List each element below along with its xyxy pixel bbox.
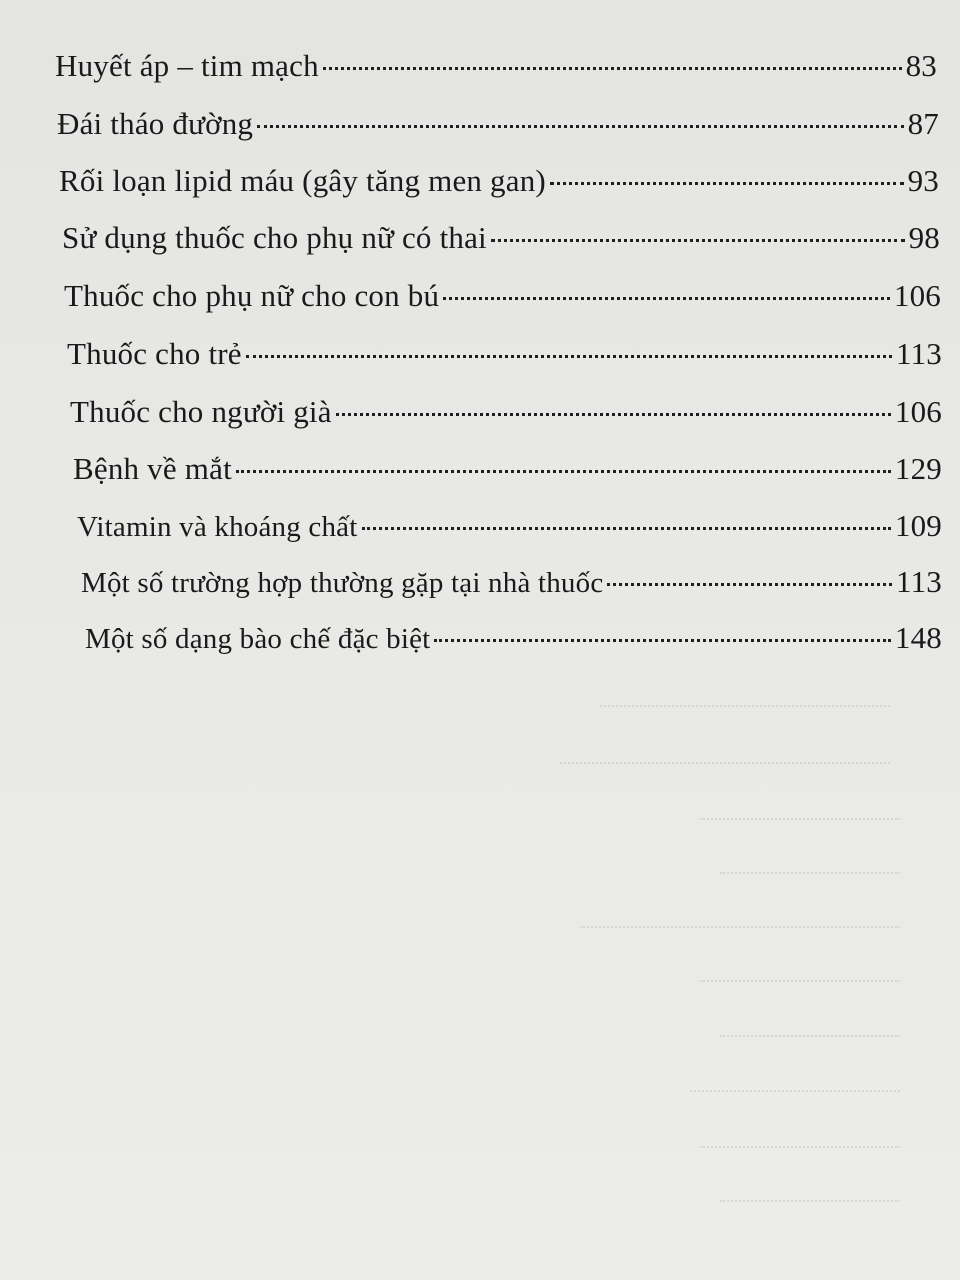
dot-leader <box>236 470 891 473</box>
toc-entry-title: Thuốc cho người già <box>70 394 332 429</box>
toc-entry-title: Thuốc cho trẻ <box>67 336 242 371</box>
toc-entry-title: Rối loạn lipid máu (gây tăng men gan) <box>59 163 546 198</box>
toc-entry-title: Một số trường hợp thường gặp tại nhà thuốc <box>81 567 604 599</box>
toc-entry-title: Đái tháo đường <box>57 106 254 141</box>
dot-leader <box>550 182 904 185</box>
toc-entry[interactable] <box>62 220 940 264</box>
toc-entry[interactable] <box>55 48 937 92</box>
dot-leader <box>257 125 903 128</box>
dot-leader <box>362 527 891 530</box>
toc-entry-page: 83 <box>905 48 937 83</box>
toc-entry-title: Sử dụng thuốc cho phụ nữ có thai <box>62 220 487 255</box>
dot-leader <box>336 413 891 416</box>
toc-entry[interactable] <box>57 106 939 150</box>
toc-entry-page: 148 <box>894 620 942 655</box>
toc-entry-title: Vitamin và khoáng chất <box>77 511 358 543</box>
toc-entry-page: 106 <box>893 278 941 313</box>
toc-entry-page: 109 <box>894 508 942 543</box>
toc-entry-page: 113 <box>896 564 942 599</box>
toc-entry-title: Bệnh về mắt <box>73 451 232 486</box>
toc-entry[interactable] <box>70 394 942 438</box>
toc-entry-page: 98 <box>908 220 940 255</box>
toc-entry-title: Huyết áp – tim mạch <box>55 48 319 83</box>
dot-leader <box>443 297 890 300</box>
toc-entry-title: Một số dạng bào chế đặc biệt <box>85 623 431 655</box>
toc-entry-page: 129 <box>894 451 942 486</box>
toc-entry[interactable] <box>81 564 942 608</box>
dot-leader <box>323 67 902 70</box>
toc-entry[interactable] <box>67 336 942 380</box>
toc-entry-page: 93 <box>907 163 939 198</box>
dot-leader <box>246 355 892 358</box>
toc-entry-page: 106 <box>894 394 942 429</box>
dot-leader <box>434 639 890 642</box>
toc-entry[interactable] <box>77 508 942 552</box>
toc-entry[interactable] <box>59 163 939 207</box>
toc-entry-title: Thuốc cho phụ nữ cho con bú <box>64 278 440 313</box>
toc-entry[interactable] <box>73 451 942 495</box>
toc-entry[interactable] <box>85 620 942 664</box>
toc-entry-page: 87 <box>907 106 939 141</box>
toc-entry[interactable] <box>64 278 941 322</box>
dot-leader <box>491 239 905 242</box>
toc-entry-page: 113 <box>896 336 942 371</box>
dot-leader <box>607 583 892 586</box>
